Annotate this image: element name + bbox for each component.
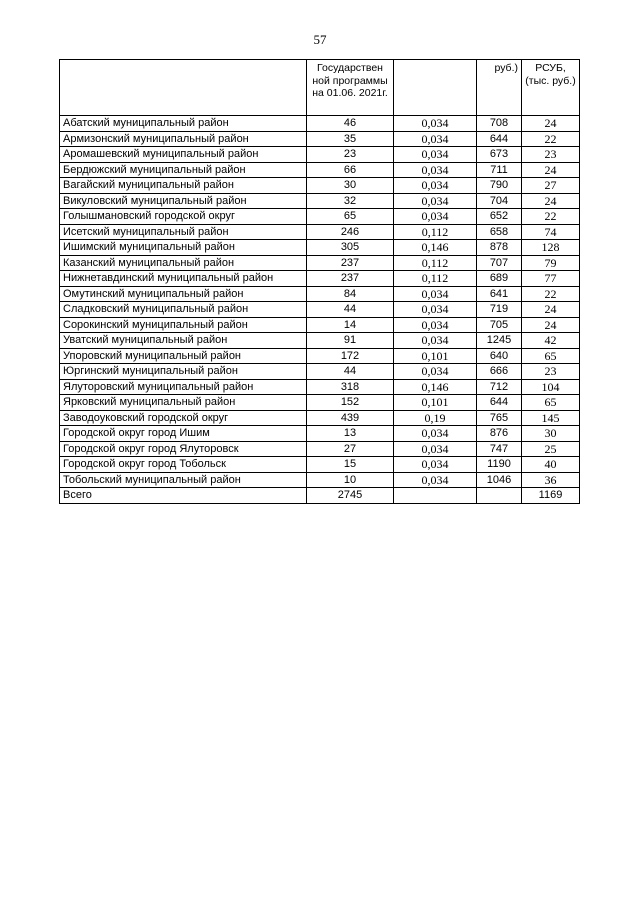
program-count: 35	[307, 131, 394, 147]
municipality-name: Армизонский муниципальный район	[60, 131, 307, 147]
table-row	[60, 224, 580, 240]
program-count: 23	[307, 147, 394, 163]
coefficient: 0,034	[394, 333, 477, 349]
rsub-value: 128	[522, 240, 580, 256]
program-count: 305	[307, 240, 394, 256]
municipality-name: Юргинский муниципальный район	[60, 364, 307, 380]
rub-value: 765	[477, 410, 522, 426]
rub-value: 719	[477, 302, 522, 318]
municipality-name: Заводоуковский городской округ	[60, 410, 307, 426]
municipality-name: Казанский муниципальный район	[60, 255, 307, 271]
coefficient: 0,034	[394, 162, 477, 178]
rsub-value: 104	[522, 379, 580, 395]
table-row	[60, 441, 580, 457]
municipality-name: Викуловский муниципальный район	[60, 193, 307, 209]
table-row	[60, 162, 580, 178]
municipality-name: Исетский муниципальный район	[60, 224, 307, 240]
rub-value: 1190	[477, 457, 522, 473]
rsub-value: 24	[522, 302, 580, 318]
rub-value: 711	[477, 162, 522, 178]
municipality-name: Городской округ город Ялуторовск	[60, 441, 307, 457]
table-row	[60, 147, 580, 163]
rsub-value: 65	[522, 395, 580, 411]
rsub-value: 30	[522, 426, 580, 442]
rsub-value: 74	[522, 224, 580, 240]
coefficient: 0,101	[394, 348, 477, 364]
rsub-value: 24	[522, 162, 580, 178]
program-count: 46	[307, 116, 394, 132]
program-count: 66	[307, 162, 394, 178]
program-count: 237	[307, 271, 394, 287]
municipality-name: Нижнетавдинский муниципальный район	[60, 271, 307, 287]
coefficient: 0,034	[394, 286, 477, 302]
municipality-name: Сорокинский муниципальный район	[60, 317, 307, 333]
rub-value: 666	[477, 364, 522, 380]
program-count: 27	[307, 441, 394, 457]
program-count: 30	[307, 178, 394, 194]
allocation-table	[59, 59, 580, 504]
rub-value: 640	[477, 348, 522, 364]
program-count: 91	[307, 333, 394, 349]
rub-value: 673	[477, 147, 522, 163]
municipality-name: Ярковский муниципальный район	[60, 395, 307, 411]
table-row	[60, 193, 580, 209]
program-count: 44	[307, 302, 394, 318]
program-count: 172	[307, 348, 394, 364]
coefficient: 0,101	[394, 395, 477, 411]
program-count: 15	[307, 457, 394, 473]
coefficient: 0,034	[394, 209, 477, 225]
total-label: Всего	[60, 488, 307, 504]
rub-value: 689	[477, 271, 522, 287]
program-count: 32	[307, 193, 394, 209]
coefficient: 0,112	[394, 224, 477, 240]
rub-value: 644	[477, 395, 522, 411]
rsub-value: 145	[522, 410, 580, 426]
coefficient: 0,034	[394, 147, 477, 163]
rsub-value: 79	[522, 255, 580, 271]
rub-value: 878	[477, 240, 522, 256]
table-row	[60, 379, 580, 395]
rub-value: 708	[477, 116, 522, 132]
table-row	[60, 178, 580, 194]
table-row	[60, 286, 580, 302]
rsub-value: 42	[522, 333, 580, 349]
municipality-name: Уватский муниципальный район	[60, 333, 307, 349]
table-row	[60, 131, 580, 147]
table-row	[60, 364, 580, 380]
coefficient: 0,034	[394, 317, 477, 333]
table-row	[60, 240, 580, 256]
program-count: 10	[307, 472, 394, 488]
table-row	[60, 116, 580, 132]
table-row	[60, 348, 580, 364]
coefficient: 0,146	[394, 379, 477, 395]
municipality-name: Тобольский муниципальный район	[60, 472, 307, 488]
table-row	[60, 255, 580, 271]
table-total-row	[60, 488, 580, 504]
municipality-name: Городской округ город Ишим	[60, 426, 307, 442]
coefficient: 0,034	[394, 441, 477, 457]
municipality-name: Омутинский муниципальный район	[60, 286, 307, 302]
total-rsub: 1169	[522, 488, 580, 504]
coefficient: 0,19	[394, 410, 477, 426]
municipality-name: Голышмановский городской округ	[60, 209, 307, 225]
header-program-count: Государствен ной программы на 01.06. 2021г.	[307, 60, 394, 116]
municipality-name: Абатский муниципальный район	[60, 116, 307, 132]
municipality-name: Бердюжский муниципальный район	[60, 162, 307, 178]
municipality-name: Упоровский муниципальный район	[60, 348, 307, 364]
rsub-value: 23	[522, 364, 580, 380]
rub-value: 790	[477, 178, 522, 194]
rub-value: 658	[477, 224, 522, 240]
program-count: 84	[307, 286, 394, 302]
rub-value: 712	[477, 379, 522, 395]
program-count: 237	[307, 255, 394, 271]
table-row	[60, 410, 580, 426]
rsub-value: 23	[522, 147, 580, 163]
header-coefficient	[394, 60, 477, 116]
coefficient: 0,034	[394, 178, 477, 194]
rsub-value: 24	[522, 116, 580, 132]
table-row	[60, 333, 580, 349]
table-row	[60, 395, 580, 411]
municipality-name: Городской округ город Тобольск	[60, 457, 307, 473]
total-rub	[477, 488, 522, 504]
table-row	[60, 472, 580, 488]
coefficient: 0,034	[394, 364, 477, 380]
program-count: 439	[307, 410, 394, 426]
total-program-count: 2745	[307, 488, 394, 504]
rsub-value: 25	[522, 441, 580, 457]
coefficient: 0,034	[394, 302, 477, 318]
page-number: 57	[313, 32, 327, 47]
table-row	[60, 271, 580, 287]
rsub-value: 22	[522, 286, 580, 302]
rub-value: 641	[477, 286, 522, 302]
program-count: 65	[307, 209, 394, 225]
coefficient: 0,034	[394, 131, 477, 147]
program-count: 152	[307, 395, 394, 411]
header-municipality	[60, 60, 307, 116]
rsub-value: 77	[522, 271, 580, 287]
coefficient: 0,034	[394, 426, 477, 442]
municipality-name: Ялуторовский муниципальный район	[60, 379, 307, 395]
rsub-value: 40	[522, 457, 580, 473]
municipality-name: Аромашевский муниципальный район	[60, 147, 307, 163]
coefficient: 0,112	[394, 255, 477, 271]
municipality-name: Сладковский муниципальный район	[60, 302, 307, 318]
coefficient: 0,146	[394, 240, 477, 256]
rub-value: 644	[477, 131, 522, 147]
table-row	[60, 302, 580, 318]
table-header-row	[60, 60, 580, 116]
rsub-value: 24	[522, 317, 580, 333]
rub-value: 1245	[477, 333, 522, 349]
rub-value: 876	[477, 426, 522, 442]
coefficient: 0,034	[394, 116, 477, 132]
rsub-value: 22	[522, 209, 580, 225]
coefficient: 0,034	[394, 193, 477, 209]
program-count: 246	[307, 224, 394, 240]
rsub-value: 27	[522, 178, 580, 194]
municipality-name: Вагайский муниципальный район	[60, 178, 307, 194]
table-body	[60, 116, 580, 488]
coefficient: 0,034	[394, 457, 477, 473]
rub-value: 707	[477, 255, 522, 271]
rub-value: 747	[477, 441, 522, 457]
header-rub: руб.)	[477, 60, 522, 116]
table-row	[60, 317, 580, 333]
total-coefficient	[394, 488, 477, 504]
program-count: 44	[307, 364, 394, 380]
rsub-value: 36	[522, 472, 580, 488]
program-count: 13	[307, 426, 394, 442]
table-row	[60, 209, 580, 225]
coefficient: 0,112	[394, 271, 477, 287]
municipality-name: Ишимский муниципальный район	[60, 240, 307, 256]
coefficient: 0,034	[394, 472, 477, 488]
table-row	[60, 457, 580, 473]
table-row	[60, 426, 580, 442]
header-rsub: РСУБ, (тыс. руб.)	[522, 60, 580, 116]
rub-value: 1046	[477, 472, 522, 488]
rub-value: 705	[477, 317, 522, 333]
program-count: 318	[307, 379, 394, 395]
rsub-value: 22	[522, 131, 580, 147]
rsub-value: 24	[522, 193, 580, 209]
rub-value: 652	[477, 209, 522, 225]
program-count: 14	[307, 317, 394, 333]
rub-value: 704	[477, 193, 522, 209]
rsub-value: 65	[522, 348, 580, 364]
